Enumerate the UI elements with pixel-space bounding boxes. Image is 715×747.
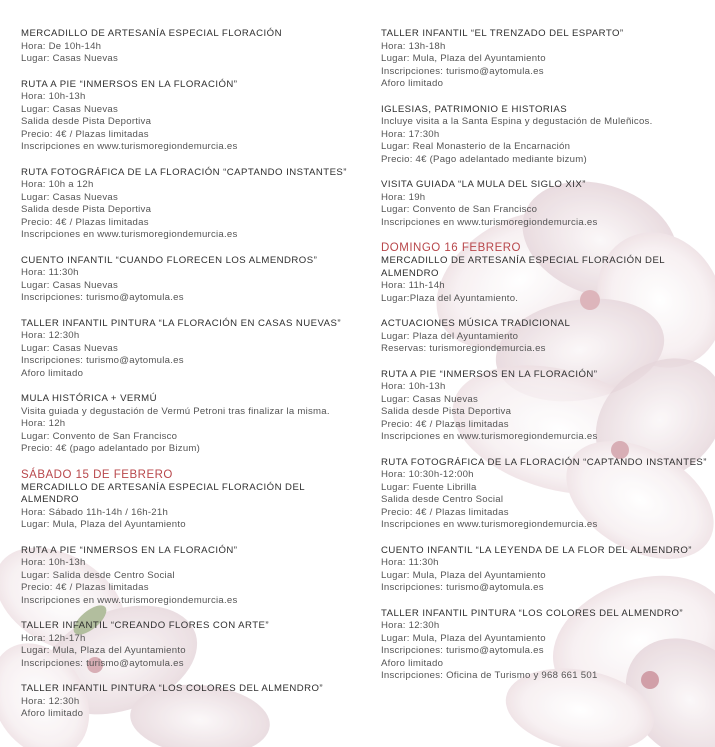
event-title: MERCADILLO DE ARTESANÍA ESPECIAL FLORACIÓN DEL [21,481,306,493]
event-detail: Lugar: Casas Nuevas [21,191,119,203]
event-block [21,545,351,608]
event-detail: Hora: 12:30h [21,330,80,341]
event-detail: Hora: 10h a 12h [21,179,94,190]
event-detail: Hora: 12h [21,418,66,429]
event-block [21,79,351,154]
event-detail: Precio: 4€ / Plazas limitadas [21,128,149,140]
event-block [381,545,711,595]
event-detail: Inscripciones en www.turismoregiondemurcia.es [21,594,238,606]
event-detail: Hora: 19h [381,191,426,203]
event-detail: Incluye visita a la Santa Espina y degustación de Muleñicos. [381,116,653,127]
event-block [381,369,711,444]
event-detail: Hora: 10:30h-12:00h [381,469,474,480]
event-block [21,167,351,242]
event-detail: Lugar: Casas Nuevas [21,53,119,64]
event-detail: Lugar: Mula, Plaza del Ayuntamiento [381,632,546,644]
event-title: TALLER INFANTIL “EL TRENZADO DEL ESPARTO” [381,28,624,39]
event-title: VISITA GUIADA “LA MULA DEL SIGLO XIX” [381,179,586,190]
event-block [381,457,711,532]
event-detail: Aforo limitado [21,708,84,719]
event-title: RUTA FOTOGRÁFICA DE LA FLORACIÓN “CAPTANDO INSTANTES” [381,456,707,468]
event-detail: Lugar: Casas Nuevas [21,342,119,354]
left-column [21,28,351,734]
event-detail: Precio: 4€ / Plazas limitadas [381,418,509,430]
event-block [21,683,351,721]
event-detail: Hora: 10h-13h [381,381,446,392]
event-detail: Hora: 11:30h [381,557,439,568]
event-detail: Aforo limitado [381,78,444,89]
event-detail: Aforo limitado [381,657,444,669]
day-heading: DOMINGO 16 FEBRERO [381,242,521,254]
event-title: TALLER INFANTIL PINTURA “LOS COLORES DEL ALMENDRO” [21,683,324,694]
event-block [381,28,711,91]
event-detail: Salida desde Centro Social [381,494,504,505]
event-title: MERCADILLO DE ARTESANÍA ESPECIAL FLORACIÓN [21,28,282,39]
event-block [21,482,351,532]
event-title: CUENTO INFANTIL “CUANDO FLORECEN LOS ALMENDROS” [21,254,318,266]
event-detail: Precio: 4€ (Pago adelantado mediante bizum) [381,153,587,165]
event-detail: Inscripciones: Oficina de Turismo y 968 661 501 [381,670,598,681]
event-title: TALLER INFANTIL PINTURA “LOS COLORES DEL ALMENDRO” [381,607,684,619]
event-title: RUTA FOTOGRÁFICA DE LA FLORACIÓN “CAPTANDO INSTANTES” [21,166,347,178]
event-detail: Precio: 4€ / Plazas limitadas [381,506,509,518]
event-detail: Lugar: Mula, Plaza del Ayuntamiento [21,519,186,530]
event-detail: Aforo limitado [21,367,84,379]
event-detail: Precio: 4€ / Plazas limitadas [21,582,149,593]
event-detail: Inscripciones: turismo@aytomula.es [21,355,184,366]
event-detail: Lugar: Salida desde Centro Social [21,569,175,581]
event-detail: Hora: 13h-18h [381,40,446,52]
event-detail: Hora: 10h-13h [21,557,86,568]
event-title: RUTA A PIE “INMERSOS EN LA FLORACIÓN” [21,78,238,90]
event-detail: Lugar: Real Monasterio de la Encarnación [381,141,571,152]
event-block [21,28,351,66]
event-title: IGLESIAS, PATRIMONIO E HISTORIAS [381,103,568,115]
event-detail: Hora: 11h-14h [381,280,445,291]
event-title: MERCADILLO DE ARTESANÍA ESPECIAL FLORACIÓN DEL [381,255,666,266]
event-detail: Inscripciones en www.turismoregiondemurcia.es [21,229,238,240]
event-detail: Hora: 12h-17h [21,632,86,644]
event-detail: Salida desde Pista Deportiva [381,406,512,417]
event-detail: Hora: 17:30h [381,128,440,140]
event-detail: Hora: 11:30h [21,267,79,278]
event-detail: Hora: De 10h-14h [21,40,102,52]
day-heading: SÁBADO 15 DE FEBRERO [21,468,173,481]
event-detail: Hora: 12:30h [381,620,440,631]
event-detail: Lugar: Mula, Plaza del Ayuntamiento [381,569,546,581]
event-detail: Lugar: Plaza del Ayuntamiento [381,330,519,342]
event-detail: Lugar: Mula, Plaza del Ayuntamiento [381,53,546,64]
event-detail: Inscripciones: turismo@aytomula.es [381,582,544,593]
event-detail: Inscripciones: turismo@aytomula.es [381,65,544,77]
event-detail: Inscripciones: turismo@aytomula.es [21,292,184,303]
event-detail: Hora: 10h-13h [21,91,86,102]
event-detail: Reservas: turismoregiondemurcia.es [381,343,546,354]
event-block [381,608,711,683]
event-detail: Lugar: Mula, Plaza del Ayuntamiento [21,645,186,656]
event-title-continued: ALMENDRO [21,494,79,505]
event-detail: Hora: Sábado 11h-14h / 16h-21h [21,506,169,518]
event-block [21,255,351,305]
event-detail: Salida desde Pista Deportiva [21,204,152,215]
event-block [21,318,351,381]
event-detail: Lugar: Convento de San Francisco [21,430,178,442]
event-title: ACTUACIONES MÚSICA TRADICIONAL [381,318,571,329]
event-detail: Lugar: Casas Nuevas [381,393,479,405]
right-column [381,28,711,696]
event-detail: Precio: 4€ (pago adelantado por Bizum) [21,443,201,454]
event-block [21,620,351,670]
event-detail: Inscripciones: turismo@aytomula.es [381,645,544,656]
event-title: CUENTO INFANTIL “LA LEYENDA DE LA FLOR DEL ALMENDRO” [381,544,692,556]
event-title: TALLER INFANTIL PINTURA “LA FLORACIÓN EN CASAS NUEVAS” [21,317,341,329]
event-detail: Lugar: Casas Nuevas [21,103,119,115]
event-detail: Visita guiada y degustación de Vermú Petroni tras finalizar la misma. [21,405,330,417]
event-block [21,393,351,456]
event-detail: Hora: 12:30h [21,695,80,707]
event-title: TALLER INFANTIL “CREANDO FLORES CON ARTE” [21,620,270,631]
event-detail: Inscripciones: turismo@aytomula.es [21,657,184,669]
event-detail: Precio: 4€ / Plazas limitadas [21,216,149,228]
event-detail: Lugar: Fuente Librilla [381,481,477,493]
event-detail: Salida desde Pista Deportiva [21,116,152,127]
event-detail: Lugar:Plaza del Ayuntamiento. [381,292,519,304]
event-title: RUTA A PIE “INMERSOS EN LA FLORACIÓN” [21,544,238,556]
event-detail: Inscripciones en www.turismoregiondemurcia.es [21,141,238,152]
event-detail: Lugar: Casas Nuevas [21,279,119,291]
event-detail: Lugar: Convento de San Francisco [381,204,538,215]
event-block [381,255,711,305]
event-title: MULA HISTÓRICA + VERMÚ [21,393,157,404]
event-detail: Inscripciones en www.turismoregiondemurcia.es [381,216,598,228]
event-detail: Inscripciones en www.turismoregiondemurcia.es [381,431,598,442]
event-detail: Inscripciones en www.turismoregiondemurcia.es [381,519,598,530]
event-title: RUTA A PIE “INMERSOS EN LA FLORACIÓN” [381,368,598,380]
event-title-continued: ALMENDRO [381,267,439,279]
event-block [381,318,711,356]
event-block [381,104,711,167]
event-block [381,179,711,229]
